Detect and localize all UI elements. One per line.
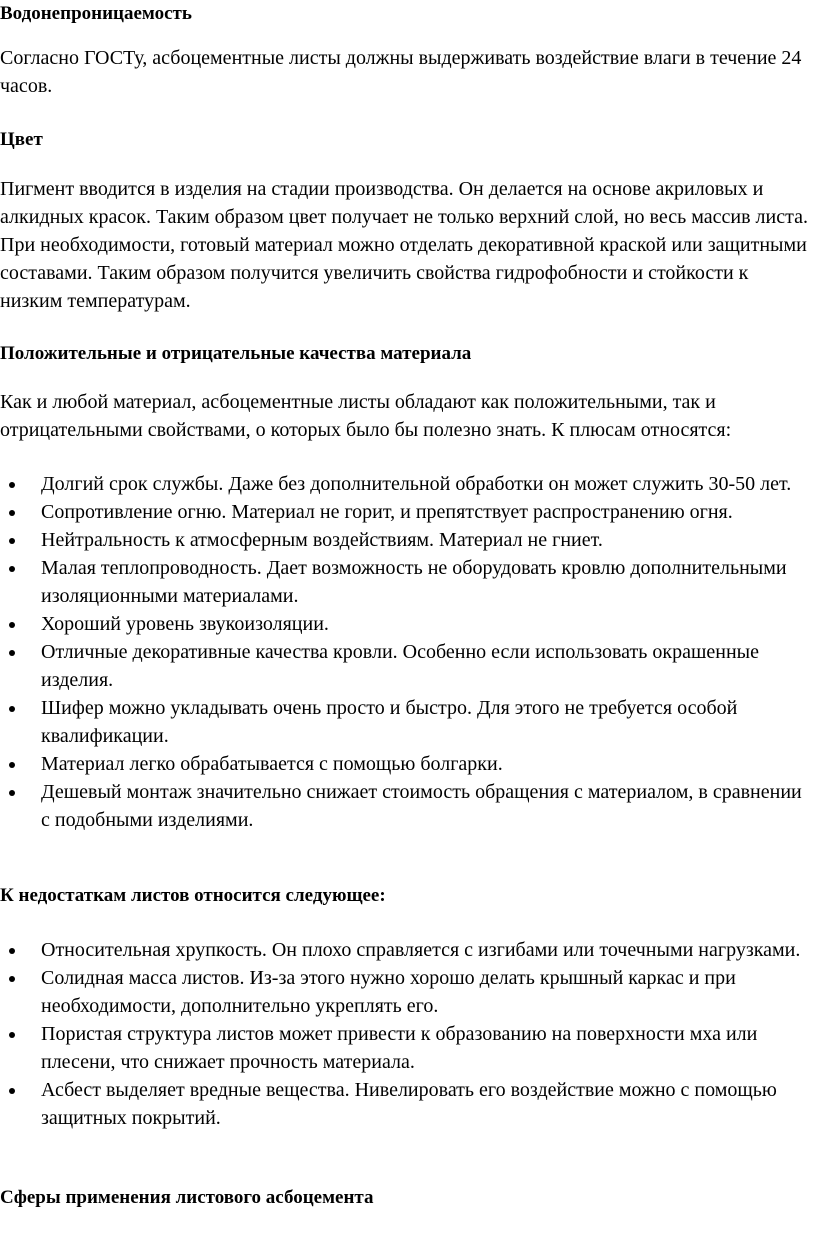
list-item: Материал легко обрабатывается с помощью болгарки. xyxy=(0,750,812,778)
heading-waterproof: Водонепроницаемость xyxy=(0,3,192,24)
cons-list xyxy=(0,936,812,1132)
section-qualities xyxy=(0,340,812,368)
list-item: Долгий срок службы. Даже без дополнительной обработки он может служить 30-50 лет. xyxy=(0,470,812,498)
pros-list-container xyxy=(0,470,812,834)
paragraph-qualities: Как и любой материал, асбоцементные листы обладают как положительными, так и отрицательными свойствами, о которых было бы полезно знать. К плюсам относятся: xyxy=(0,391,732,441)
cons-list-container xyxy=(0,936,812,1132)
section-cons xyxy=(0,882,812,910)
heading-color: Цвет xyxy=(0,129,43,150)
list-item: Малая теплопроводность. Дает возможность не оборудовать кровлю дополнительными изоляционными материалами. xyxy=(0,554,812,610)
list-item: Дешевый монтаж значительно снижает стоимость обращения с материалом, в сравнении с подобными изделиями. xyxy=(0,778,812,834)
list-item: Относительная хрупкость. Он плохо справляется с изгибами или точечными нагрузками. xyxy=(0,936,812,964)
section-qualities-body xyxy=(0,388,812,444)
list-item: Шифер можно укладывать очень просто и быстро. Для этого не требуется особой квалификации. xyxy=(0,694,812,750)
paragraph-waterproof: Согласно ГОСТу, асбоцементные листы должны выдерживать воздействие влаги в течение 24 часов. xyxy=(0,47,802,97)
list-item: Хороший уровень звукоизоляции. xyxy=(0,610,812,638)
list-item: Нейтральность к атмосферным воздействиям. Материал не гниет. xyxy=(0,526,812,554)
section-applications xyxy=(0,1184,812,1212)
list-item: Отличные декоративные качества кровли. Особенно если использовать окрашенные изделия. xyxy=(0,638,812,694)
heading-cons: К недостаткам листов относится следующее: xyxy=(0,885,386,906)
list-item: Солидная масса листов. Из-за этого нужно хорошо делать крышный каркас и при необходимости, дополнительно укреплять его. xyxy=(0,964,812,1020)
heading-applications: Сферы применения листового асбоцемента xyxy=(0,1187,374,1208)
list-item: Сопротивление огню. Материал не горит, и препятствует распространению огня. xyxy=(0,498,812,526)
heading-qualities: Положительные и отрицательные качества материала xyxy=(0,343,472,364)
paragraph-color: Пигмент вводится в изделия на стадии производства. Он делается на основе акриловых и алкидных красок. Таким образом цвет получает не только верхний слой, но весь массив листа. При необходимости, готовый материал можно отделать декоративной краской или защитными составами. Таким образом получится увеличить свойства гидрофобности и стойкости к низким температурам. xyxy=(0,178,808,312)
list-item: Пористая структура листов может привести к образованию на поверхности мха или плесени, что снижает прочность материала. xyxy=(0,1020,812,1076)
list-item: Асбест выделяет вредные вещества. Нивелировать его воздействие можно с помощью защитных покрытий. xyxy=(0,1076,812,1132)
pros-list xyxy=(0,470,812,834)
section-waterproof-body xyxy=(0,44,812,100)
section-color xyxy=(0,126,812,154)
section-color-body xyxy=(0,175,812,315)
section-waterproof xyxy=(0,0,812,28)
